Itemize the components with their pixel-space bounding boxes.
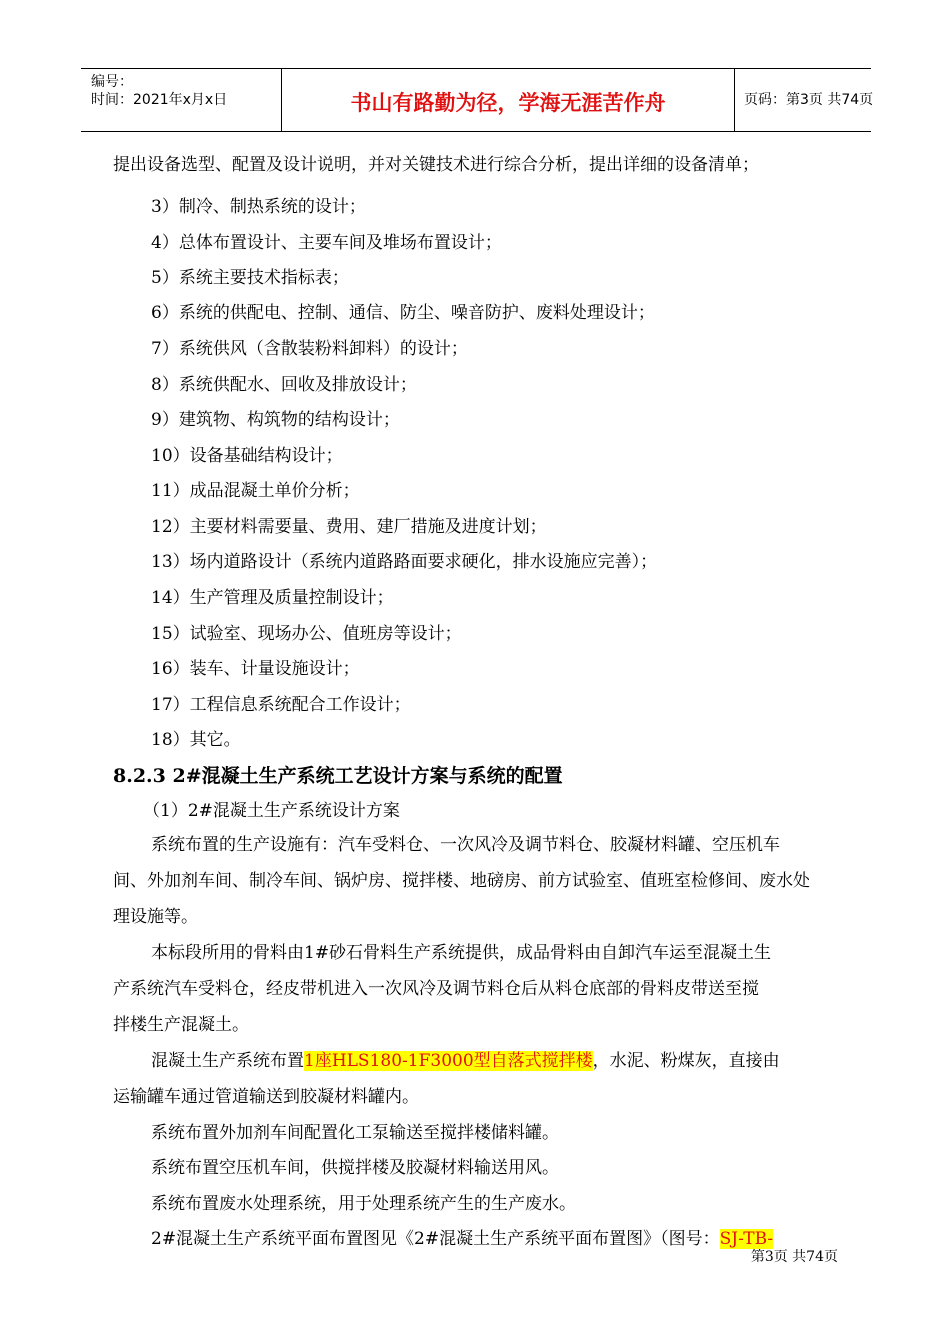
paragraph-line: 系统布置外加剂车间配置化工泵输送至搅拌楼储料罐。 bbox=[151, 1123, 559, 1143]
highlighted-text: 1座HLS180-1F3000型自落式搅拌楼 bbox=[304, 1051, 593, 1071]
paragraph-line: 间、外加剂车间、制冷车间、锅炉房、搅拌楼、地磅房、前方试验室、值班室检修间、废水处 bbox=[113, 871, 810, 891]
list-item: 6）系统的供配电、控制、通信、防尘、噪音防护、废料处理设计； bbox=[151, 303, 655, 323]
list-item: 7）系统供风（含散装粉料卸料）的设计； bbox=[151, 339, 468, 359]
intro-paragraph: 提出设备选型、配置及设计说明，并对关键技术进行综合分析，提出详细的设备清单； bbox=[113, 155, 759, 175]
list-item: 5）系统主要技术指标表； bbox=[151, 268, 349, 288]
page-header bbox=[81, 68, 874, 132]
page-footer: 第3页 共74页 bbox=[750, 1249, 838, 1265]
paragraph-text: 2#混凝土生产系统平面布置图见《2#混凝土生产系统平面布置图》（图号： bbox=[151, 1229, 720, 1249]
paragraph-text: ，水泥、粉煤灰，直接由 bbox=[592, 1051, 780, 1071]
paragraph-line bbox=[151, 1046, 780, 1071]
section-heading: 8.2.3 2#混凝土生产系统工艺设计方案与系统的配置 bbox=[113, 765, 563, 787]
header-motto-cell bbox=[281, 69, 735, 131]
paragraph-line: 系统布置废水处理系统，用于处理系统产生的生产废水。 bbox=[151, 1194, 576, 1214]
list-item: 13）场内道路设计（系统内道路路面要求硬化，排水设施应完善）； bbox=[151, 552, 658, 572]
paragraph-line: 运输罐车通过管道输送到胶凝材料罐内。 bbox=[113, 1087, 419, 1107]
list-item: 11）成品混凝土单价分析； bbox=[151, 481, 360, 501]
doc-time-label: 时间：2021年x月x日 bbox=[91, 92, 228, 108]
list-item: 15）试验室、现场办公、值班房等设计； bbox=[151, 624, 462, 644]
list-item: 3）制冷、制热系统的设计； bbox=[151, 197, 366, 217]
paragraph-line: 拌楼生产混凝土。 bbox=[113, 1015, 249, 1035]
header-meta bbox=[81, 69, 281, 131]
paragraph-line: 系统布置的生产设施有：汽车受料仓、一次风冷及调节料仓、胶凝材料罐、空压机车 bbox=[151, 835, 780, 855]
header-page-cell bbox=[734, 69, 874, 131]
paragraph-line: 本标段所用的骨料由1#砂石骨料生产系统提供，成品骨料由自卸汽车运至混凝土生 bbox=[151, 943, 772, 963]
paragraph-text: 混凝土生产系统布置 bbox=[151, 1051, 304, 1071]
header-page-code: 页码：第3页 共74页 bbox=[744, 92, 874, 108]
list-item: 8）系统供配水、回收及排放设计； bbox=[151, 375, 417, 395]
list-item: 14）生产管理及质量控制设计； bbox=[151, 588, 394, 608]
list-item: 10）设备基础结构设计； bbox=[151, 446, 343, 466]
list-item: 9）建筑物、构筑物的结构设计； bbox=[151, 410, 400, 430]
highlighted-text: SJ-TB- bbox=[719, 1229, 774, 1249]
list-item: 18）其它。 bbox=[151, 730, 241, 750]
list-item: 16）装车、计量设施设计； bbox=[151, 659, 360, 679]
paragraph-line: 理设施等。 bbox=[113, 907, 198, 927]
list-item: 17）工程信息系统配合工作设计； bbox=[151, 695, 411, 715]
paragraph-line: 产系统汽车受料仓，经皮带机进入一次风冷及调节料仓后从料仓底部的骨料皮带送至搅 bbox=[113, 979, 759, 999]
header-motto: 书山有路勤为径，学海无涯苦作舟 bbox=[350, 91, 666, 115]
paragraph-line: 系统布置空压机车间，供搅拌楼及胶凝材料输送用风。 bbox=[151, 1158, 559, 1178]
doc-number-label: 编号： bbox=[91, 74, 133, 90]
subsection-heading: （1）2#混凝土生产系统设计方案 bbox=[143, 801, 400, 821]
list-item: 4）总体布置设计、主要车间及堆场布置设计； bbox=[151, 233, 502, 253]
list-item: 12）主要材料需要量、费用、建厂措施及进度计划； bbox=[151, 517, 547, 537]
